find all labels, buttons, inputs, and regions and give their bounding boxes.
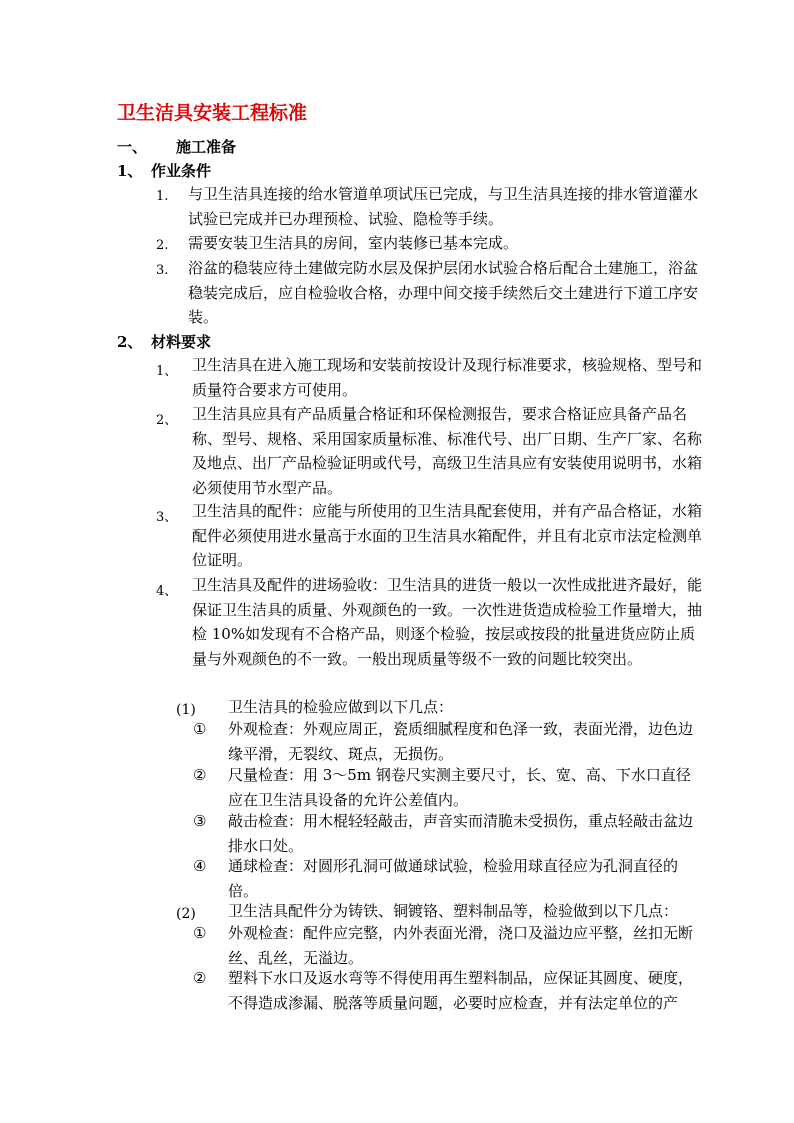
check-item-text: 塑料下水口及返水弯等不得使用再生塑料制品，应保证其圆度、硬度，不得造成渗漏、脱落等质量问题，必要时应检查，并有法定单位的产 [228,969,694,1012]
paragraph-text: 卫生洁具的检验应做到以下几点： [228,698,454,716]
list-item-text: 卫生洁具应具有产品质量合格证和环保检测报告，要求合格证应具备产品名称、型号、规格、采用国家质量标准、标准代号、出厂日期、生产厂家、名称及地点、出厂产品检验证明或代号，高级卫生洁具应有安装使用说明书，水箱必须使用节水型产品。 [192,405,703,497]
list-item-number: 3、 [156,510,178,525]
subsection-title: 作业条件 [151,162,212,180]
check-item-text: 敲击检查：用木棍轻轻敲击，声音实而清脆未受损伤，重点轻敲击盆边排水口处。 [228,812,694,855]
list-item-number: 2. [156,238,169,253]
list-item-text: 浴盆的稳装应待土建做完防水层及保护层闭水试验合格后配合土建施工，浴盆稳装完成后，应自检验收合格，办理中间交接手续然后交土建进行下道工序安装。 [188,259,699,326]
list-item-number: 2、 [156,413,178,428]
circled-number: ① [193,720,207,738]
list-item-number: 4、 [156,584,178,599]
paragraph-text: 卫生洁具配件分为铸铁、铜镀铬、塑料制品等，检验做到以下几点： [228,902,679,920]
check-item-text: 尺量检查：用 3～5m 钢卷尺实测主要尺寸，长、宽、高、下水口直径应在卫生洁具设备的允许公差值内。 [228,766,691,809]
subsection-number: 1、 [117,162,143,180]
check-item-text: 外观检查：配件应完整，内外表面光滑，浇口及溢边应平整，丝扣无断丝、乱丝，无溢边。 [228,924,694,967]
list-item-text: 卫生洁具在进入施工现场和安装前按设计及现行标准要求，核验规格、型号和质量符合要求方可使用。 [192,356,703,399]
check-item-text: 外观检查：外观应周正，瓷质细腻程度和色泽一致，表面光滑，边色边缘平滑，无裂纹、斑点，无损伤。 [228,720,694,763]
list-item-number: 1. [156,189,169,204]
circled-number: ④ [193,857,207,875]
circled-number: ② [193,766,207,784]
list-item-text: 与卫生洁具连接的给水管道单项试压已完成，与卫生洁具连接的排水管道灌水试验已完成并已办理预检、试验、隐检等手续。 [188,185,699,228]
circled-number: ② [193,969,207,987]
paragraph-number: (2) [176,906,196,922]
subsection-number: 2、 [117,333,143,351]
circled-number: ① [193,924,207,942]
list-item-number: 3. [156,263,169,278]
list-item-text: 卫生洁具及配件的进场验收：卫生洁具的进货一般以一次性成批进齐最好，能保证卫生洁具的质量、外观颜色的一致。一次性进货造成检验工作量增大，抽检 10%如发现有不合格产品，则逐个检验，按层或按段的批量进货应防止质量与外观颜色的不一致。一般出现质量等级不一致的问题比较突出。 [192,576,703,668]
list-item-number: 1、 [156,364,178,379]
section-title: 施工准备 [176,138,237,156]
document-title: 卫生洁具安装工程标准 [117,102,308,124]
subsection-title: 材料要求 [151,333,212,351]
list-item-text: 需要安装卫生洁具的房间，室内装修已基本完成。 [188,234,519,252]
list-item-text: 卫生洁具的配件：应能与所使用的卫生洁具配套使用，并有产品合格证，水箱配件必须使用进水量高于水面的卫生洁具水箱配件，并且有北京市法定检测单位证明。 [192,502,703,569]
section-number: 一、 [117,138,148,156]
check-item-text: 通球检查：对圆形孔洞可做通球试验，检验用球直径应为孔洞直径的倍。 [228,857,679,900]
circled-number: ③ [193,812,207,830]
paragraph-number: (1) [176,702,196,718]
